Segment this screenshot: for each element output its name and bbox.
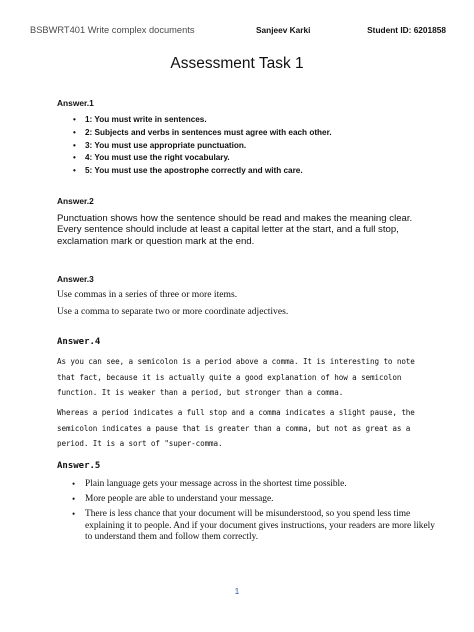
list-item: • There is less chance that your document will be misunderstood, so you spend less time explaining it to people. And if your document gives instructions, your readers are more likely to understand them and follow them correctly. xyxy=(57,509,437,543)
answer3-line2: Use a comma to separate two or more coordinate adjectives. xyxy=(57,306,289,317)
answer1-list xyxy=(57,114,332,178)
answer1-heading: Answer.1 xyxy=(57,98,94,108)
answer4-paragraph1: As you can see, a semicolon is a period above a comma. It is interesting to note that fact, because it is actually quite a good explanation of how a semicolon function. It is weaker than a period, but stronger than a comma. xyxy=(57,357,415,398)
list-item: • 1: You must write in sentences. xyxy=(57,114,332,127)
list-item: • Plain language gets your message across in the shortest time possible. xyxy=(57,479,437,490)
header-student-id: Student ID: 6201858 xyxy=(367,25,446,35)
list-item: • More people are able to understand your message. xyxy=(57,494,437,505)
header-course-title: BSBWRT401 Write complex documents xyxy=(30,25,195,35)
list-item: • 4: You must use the right vocabulary. xyxy=(57,152,332,165)
answer5-heading: Answer.5 xyxy=(57,461,101,471)
page-number: 1 xyxy=(234,586,240,596)
answer4-paragraph2: Whereas a period indicates a full stop and a comma indicates a slight pause, the semicolon indicates a pause that is greater than a comma, but not as great as a period. It is a sort of "super-comma. xyxy=(57,408,415,449)
list-item: • 5: You must use the apostrophe correctly and with care. xyxy=(57,165,332,178)
answer4-heading: Answer.4 xyxy=(57,337,101,347)
answer3-heading: Answer.3 xyxy=(57,274,94,284)
header-student-name: Sanjeev Karki xyxy=(256,25,311,35)
list-item: • 2: Subjects and verbs in sentences must agree with each other. xyxy=(57,127,332,140)
answer5-list xyxy=(57,479,437,547)
document-title: Assessment Task 1 xyxy=(170,55,304,72)
list-item: • 3: You must use appropriate punctuation. xyxy=(57,140,332,153)
answer2-paragraph: Punctuation shows how the sentence should be read and makes the meaning clear. Every sentence should include at least a capital letter at the start, and a full stop, exclamation mark or question mark at the end. xyxy=(57,213,413,247)
page-header xyxy=(30,25,446,39)
answer2-heading: Answer.2 xyxy=(57,196,94,206)
answer3-line1: Use commas in a series of three or more items. xyxy=(57,289,238,300)
